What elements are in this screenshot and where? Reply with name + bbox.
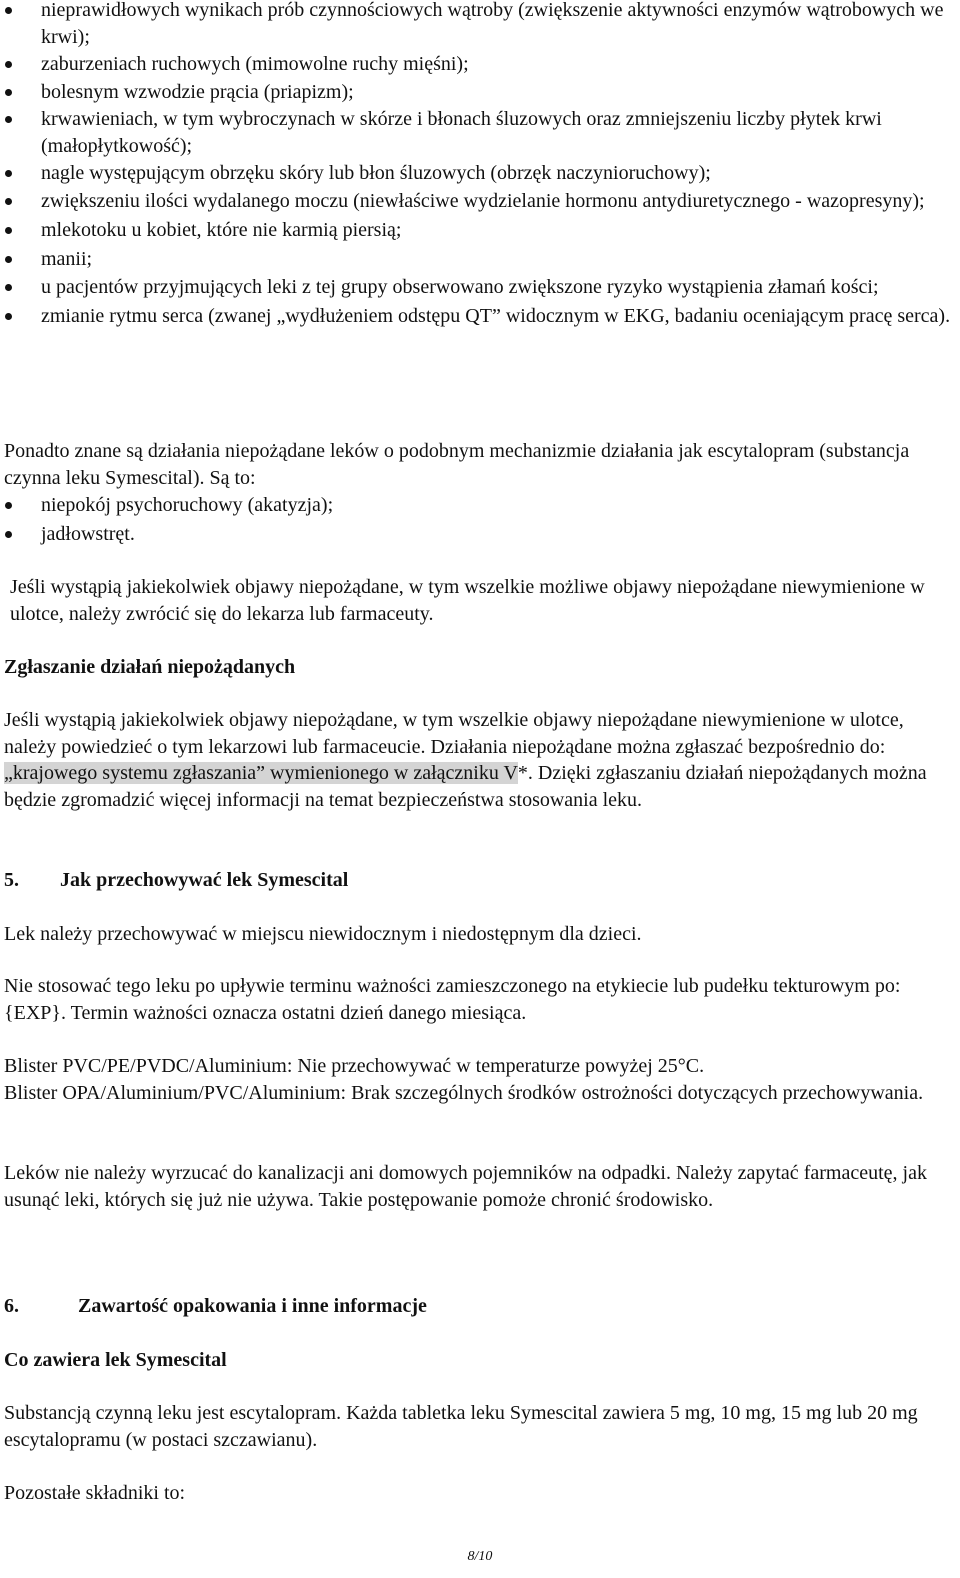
list-item: manii; xyxy=(0,246,956,273)
page-number: 8/10 xyxy=(467,1549,493,1564)
list-item: zwiększeniu ilości wydalanego moczu (niewłaściwe wydzielanie hormonu antydiuretycznego - wazopresyny); xyxy=(0,188,956,215)
list-item: nagle występującym obrzęku skóry lub błon śluzowych (obrzęk naczynioruchowy); xyxy=(0,160,956,187)
paragraph-contact-doctor: Jeśli wystąpią jakiekolwiek objawy niepożądane, w tym wszelkie możliwe objawy niepożądane niewymienione w ulotce, należy zwrócić się do lekarza lub farmaceuty. xyxy=(10,576,925,625)
list-item: nieprawidłowych wynikach prób czynnościowych wątroby (zwiększenie aktywności enzymów wątrobowych we krwi); xyxy=(0,0,956,50)
paragraph-reporting xyxy=(4,707,956,813)
paragraph-other-ingredients: Pozostałe składniki to: xyxy=(4,1482,186,1504)
reporting-text-end: *. Dzięki zgłaszaniu działań niepożądanych można będzie zgromadzić więcej informacji na temat bezpieczeństwa stosowania leku. xyxy=(4,762,927,811)
list-item: krwawieniach, w tym wybroczynach w skórze i błonach śluzowych oraz zmniejszeniu liczby płytek krwi (małopłytkowość); xyxy=(0,106,956,159)
section-6-number: 6. xyxy=(4,1295,19,1317)
paragraph-active-substance: Substancją czynną leku jest escytalopram. Każda tabletka leku Symescital zawiera 5 mg, 10 mg, 15 mg lub 20 mg escytalopramu (w postaci szczawianu). xyxy=(4,1402,918,1451)
paragraph-expiry: Nie stosować tego leku po upływie terminu ważności zamieszczonego na etykiecie lub pudełku tekturowym po:{EXP}. Termin ważności oznacza ostatni dzień danego miesiąca. xyxy=(4,975,901,1024)
section-5-title: Jak przechowywać lek Symescital xyxy=(60,869,349,891)
paragraph-blister-1: Blister PVC/PE/PVDC/Aluminium: Nie przechowywać w temperaturze powyżej 25°C. xyxy=(4,1055,705,1077)
list-item: niepokój psychoruchowy (akatyzja); xyxy=(0,492,956,519)
section-6-title: Zawartość opakowania i inne informacje xyxy=(78,1295,427,1317)
paragraph-blister-2: Blister OPA/Aluminium/PVC/Aluminium: Brak szczególnych środków ostrożności dotyczących przechowywania. xyxy=(4,1082,924,1104)
list-item: zaburzeniach ruchowych (mimowolne ruchy mięśni); xyxy=(0,51,956,78)
reporting-system-link[interactable]: „krajowego systemu zgłaszania” wymienionego w załączniku V xyxy=(4,762,518,784)
list-item: jadłowstręt. xyxy=(0,521,956,548)
section-5-number: 5. xyxy=(4,869,19,891)
reporting-text-start: Jeśli wystąpią jakiekolwiek objawy niepożądane, w tym wszelkie objawy niepożądane niewymienione w ulotce, należy powiedzieć o tym lekarzowi lub farmaceucie. Działania niepożądane można zgłaszać bezpośrednio do: xyxy=(4,709,904,758)
section-6-heading xyxy=(4,1293,956,1320)
side-effects-list xyxy=(0,0,956,329)
list-item: zmianie rytmu serca (zwanej „wydłużeniem odstępu QT” widocznym w EKG, badaniu oceniającym pracę serca). xyxy=(0,303,956,330)
similar-effects-list xyxy=(0,492,956,547)
heading-reporting: Zgłaszanie działań niepożądanych xyxy=(4,656,296,678)
list-item: mlekotoku u kobiet, które nie karmią piersią; xyxy=(0,217,956,244)
section-5-heading xyxy=(4,867,956,894)
paragraph-disposal: Leków nie należy wyrzucać do kanalizacji ani domowych pojemników na odpadki. Należy zapytać farmaceutę, jak usunąć leki, których się już nie używa. Takie postępowanie pomoże chronić środowisko. xyxy=(4,1162,927,1211)
list-item: bolesnym wzwodzie prącia (priapizm); xyxy=(0,79,956,106)
paragraph-store-children: Lek należy przechowywać w miejscu niewidocznym i niedostępnym dla dzieci. xyxy=(4,923,642,945)
paragraph-similar-drugs: Ponadto znane są działania niepożądane leków o podobnym mechanizmie działania jak escytalopram (substancja czynna leku Symescital). Są to: xyxy=(4,440,910,489)
list-item: u pacjentów przyjmujących leki z tej grupy obserwowano zwiększone ryzyko wystąpienia złamań kości; xyxy=(0,274,956,301)
heading-contents: Co zawiera lek Symescital xyxy=(4,1349,227,1371)
